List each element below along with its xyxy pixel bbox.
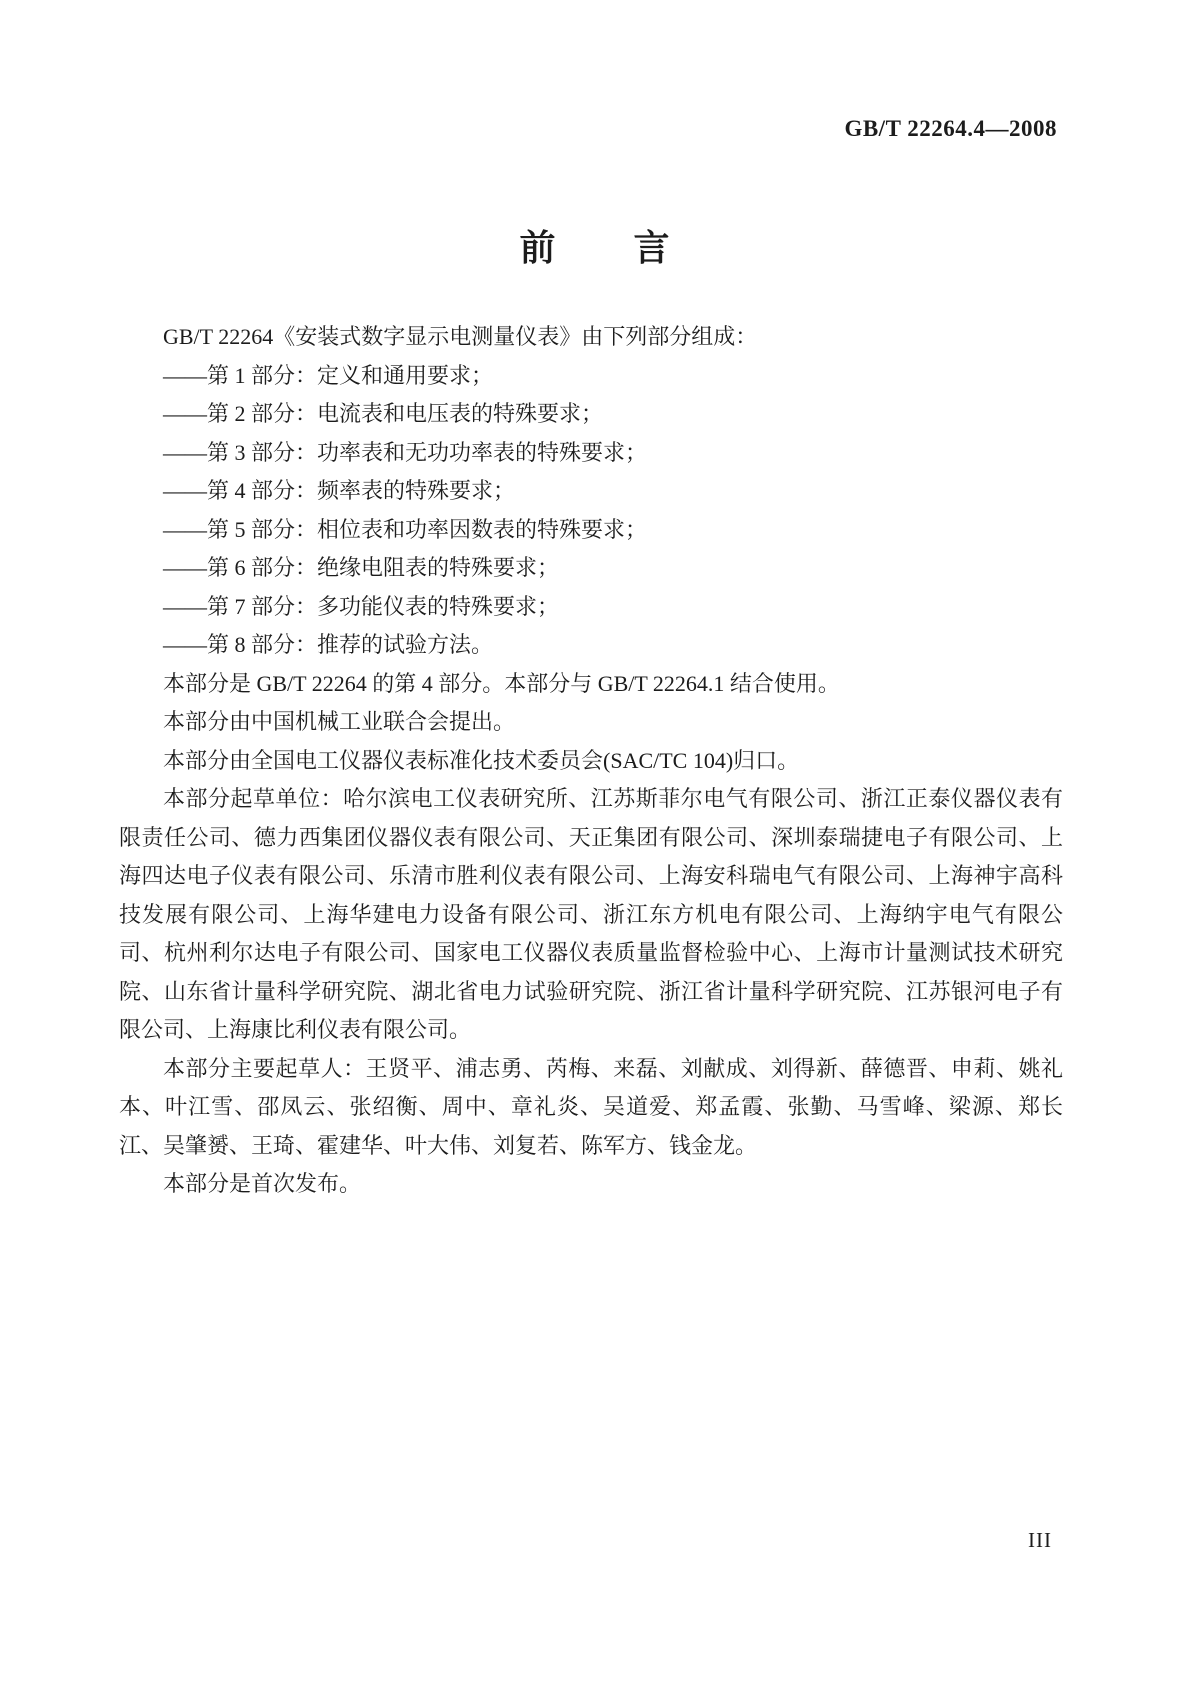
part-list-item: ——第 8 部分：推荐的试验方法。	[163, 632, 494, 657]
foreword-paragraph: 本部分由全国电工仪器仪表标准化技术委员会(SAC/TC 104)归口。	[163, 747, 800, 773]
foreword-paragraph: 本部分是 GB/T 22264 的第 4 部分。本部分与 GB/T 22264.1 结合使用。	[163, 670, 840, 696]
foreword-paragraph-drafting-units: 本部分起草单位：哈尔滨电工仪表研究所、江苏斯菲尔电气有限公司、浙江正泰仪器仪表有限责任公司、德力西集团仪器仪表有限公司、天正集团有限公司、深圳泰瑞捷电子有限公司、上海四达电子仪表有限公司、乐清市胜利仪表有限公司、上海安科瑞电气有限公司、上海神宇高科技发展有限公司、上海华建电力设备有限公司、浙江东方机电有限公司、上海纳宇电气有限公司、杭州利尔达电子有限公司、国家电工仪器仪表质量监督检验中心、上海市计量测试技术研究院、山东省计量科学研究院、湖北省电力试验研究院、浙江省计量科学研究院、江苏银河电子有限公司、上海康比利仪表有限公司。	[119, 786, 1063, 1042]
part-list-item: ——第 5 部分：相位表和功率因数表的特殊要求；	[163, 516, 648, 542]
part-list-item: ——第 6 部分：绝缘电阻表的特殊要求；	[163, 555, 560, 580]
standard-code: GB/T 22264.4—2008	[844, 116, 1057, 141]
foreword-intro: GB/T 22264《安装式数字显示电测量仪表》由下列部分组成：	[163, 324, 758, 349]
foreword-body	[119, 318, 1063, 1204]
part-list-item: ——第 2 部分：电流表和电压表的特殊要求；	[163, 401, 604, 426]
part-list-item: ——第 4 部分：频率表的特殊要求；	[163, 478, 516, 503]
part-list-item: ——第 7 部分：多功能仪表的特殊要求；	[163, 593, 560, 619]
part-list-item: ——第 1 部分：定义和通用要求；	[163, 362, 494, 388]
foreword-paragraph-drafters: 本部分主要起草人：王贤平、浦志勇、芮梅、来磊、刘献成、刘得新、薛德晋、申莉、姚礼本、叶江雪、邵凤云、张绍衡、周中、章礼炎、吴道爱、郑孟霞、张勤、马雪峰、梁源、郑长江、吴肇赟、王琦、霍建华、叶大伟、刘复若、陈军方、钱金龙。	[119, 1055, 1063, 1158]
foreword-paragraph-first-issue: 本部分是首次发布。	[163, 1171, 362, 1196]
page-title: 前 言	[519, 227, 672, 268]
foreword-paragraph: 本部分由中国机械工业联合会提出。	[163, 709, 516, 734]
page-number: III	[1028, 1528, 1052, 1552]
part-list-item: ——第 3 部分：功率表和无功功率表的特殊要求；	[163, 439, 648, 465]
